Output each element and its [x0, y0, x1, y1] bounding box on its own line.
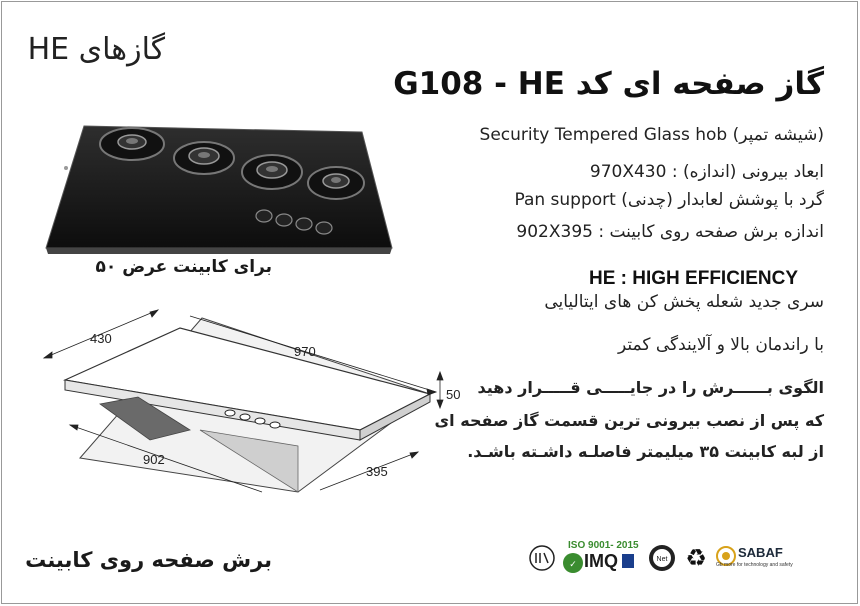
he-description-2: با راندمان بالا و آلایندگی کمتر [617, 335, 824, 355]
burner-3 [242, 155, 302, 189]
burner-4 [308, 167, 364, 199]
hob-image [44, 108, 394, 258]
burner-2 [174, 142, 234, 174]
standard-mark-icon [528, 544, 556, 572]
series-title: گازهای HE [27, 32, 165, 67]
sabaf-tagline: Gb more for technology and safety [716, 562, 793, 568]
dimensions-drawing [30, 300, 460, 500]
iso-icon [562, 552, 584, 574]
dim-height-label: 50 [446, 387, 461, 402]
cabinet-width-caption: برای کابینت عرض ۵۰ [95, 257, 272, 277]
cutout-caption: برش صفحه روی کابینت [25, 548, 272, 572]
spec-glass: Security Tempered Glass hob (شیشه تمپر) [479, 125, 824, 145]
imq-label: IMQ [584, 551, 618, 571]
spec-dimensions: 970X430 : ابعاد بیرونی (اندازه) [589, 162, 824, 182]
he-description-1: سری جدید شعله پخش کن های ایتالیایی [544, 292, 824, 312]
install-note-3: از لبه کابینت ۳۵ میلیمتر فاصلـه داشـته باشـد. [467, 442, 824, 461]
he-heading: HE : HIGH EFFICIENCY [588, 268, 798, 289]
dim-width-label: 970 [294, 344, 316, 359]
spec-cutout: 902X395 : اندازه برش صفحه روی کابینت [516, 222, 824, 242]
dim-cut-depth-label: 395 [366, 464, 388, 479]
install-note-2: که پس از نصب بیرونی ترین قسمت گاز صفحه ای [434, 411, 824, 430]
install-note-1: الگوی بــــــرش را در جایـــــی قـــــرار دهید [477, 378, 824, 397]
model-title: گاز صفحه ای کد G108 - HE [393, 66, 824, 102]
recycle-icon [682, 544, 710, 572]
iso-label: ISO 9001- 2015 [568, 540, 639, 551]
svg-text:♻: ♻ [685, 544, 707, 572]
dim-depth-label: 430 [90, 331, 112, 346]
certification-logos [528, 540, 828, 576]
spec-pan-support: Pan support (چدنی) گرد با پوشش لعابدار [514, 190, 824, 210]
svg-text:✓: ✓ [569, 559, 577, 569]
inet-icon [648, 544, 676, 572]
imq-icon [622, 554, 634, 568]
sabaf-label: SABAF [738, 545, 783, 560]
svg-text:Net: Net [656, 556, 668, 563]
dim-cut-width-label: 902 [143, 452, 165, 467]
burner-1 [100, 128, 164, 160]
